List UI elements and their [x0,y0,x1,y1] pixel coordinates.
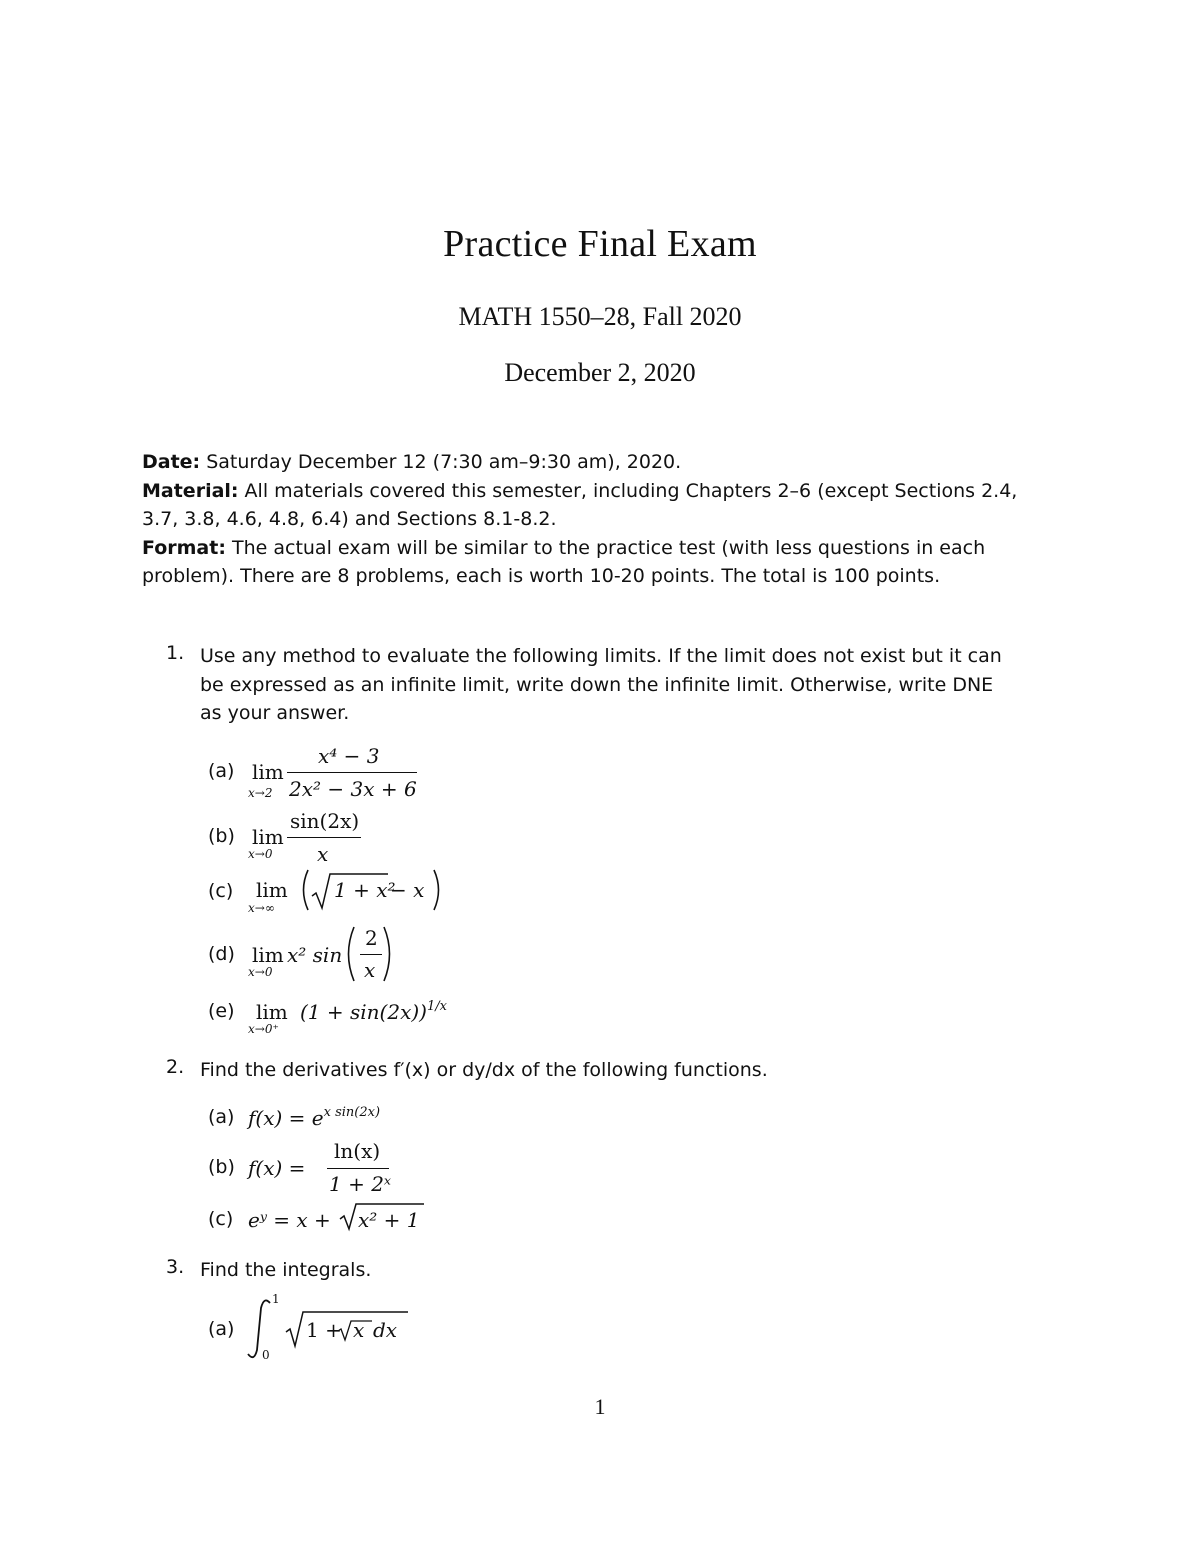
integral-lower-limit: 0 [262,1348,270,1362]
equation-prefix: eʸ = x + [248,1208,331,1232]
radicand: x² + 1 [358,1208,420,1232]
lim-subscript: x→0 [248,847,273,861]
inner-radicand: x [353,1318,365,1342]
problem-number: 3. [166,1256,185,1278]
problem-statement: Find the derivatives f′(x) or dy/dx of the following functions. [200,1059,768,1081]
info-format-cont: problem). There are 8 problems, each is worth 10-20 points. The total is 100 points. [142,565,941,587]
part-label: (c) [208,1208,234,1230]
fraction-numerator: x⁴ − 3 [318,744,380,768]
page-number: 1 [594,1394,606,1419]
problem-number: 1. [166,642,185,664]
lim-subscript: x→2 [248,786,273,800]
part-label: (a) [208,1106,235,1128]
fraction-denominator: x [364,958,376,982]
lim-operator: lim [252,943,284,967]
integral-upper-limit: 1 [272,1292,280,1306]
fraction-numerator: 2 [365,926,378,950]
differential: dx [373,1318,398,1342]
part-label: (a) [208,760,235,782]
lim-subscript: x→0 [248,965,273,979]
info-material: Material: All materials covered this semester, including Chapters 2–6 (except Sections 2.4, [142,479,1018,502]
fraction-bar [327,1168,389,1169]
radicand: 1 + x² [334,878,396,902]
part-label: (d) [208,943,235,965]
info-format: Format: The actual exam will be similar to the practice test (with less questions in each [142,536,986,559]
problem-number: 2. [166,1056,185,1078]
page-title: Practice Final Exam [443,223,757,265]
part-label: (a) [208,1318,235,1340]
lim-operator: lim [252,825,284,849]
lim-subscript: x→∞ [248,901,275,915]
radicand-part: 1 + [306,1318,342,1342]
function-expression: $f(x) = e^{x sin(2x)}$ [248,1105,381,1130]
exam-info [142,448,1060,591]
fraction-numerator: sin(2x) [290,809,360,833]
part-label: (c) [208,880,234,902]
expression-prefix: x² sin [287,943,343,967]
lim-subscript: x→0⁺ [248,1022,279,1036]
part-label: (b) [208,825,235,847]
fraction-bar [287,837,361,838]
part-label: (e) [208,1000,235,1022]
fraction-bar [360,954,382,955]
fraction-denominator: x [317,842,329,866]
expression-tail: − x [390,878,425,902]
problem-statement: Use any method to evaluate the following limits. If the limit does not exist but it can be expressed as an infinite limit, write down the infinite limit. Otherwise, write DNE as your answer. [200,645,1002,724]
lim-operator: lim [252,760,284,784]
fraction-denominator: 2x² − 3x + 6 [289,777,417,801]
course-line: MATH 1550–28, Fall 2020 [458,302,742,331]
fraction-bar [287,772,417,773]
expression-base: $(1 + \sin(2x))^{1/x}$ [300,999,447,1024]
document-date: December 2, 2020 [504,358,696,387]
lim-operator: lim [256,878,288,902]
part-label: (b) [208,1156,235,1178]
info-date: Date: Saturday December 12 (7:30 am–9:30 am), 2020. [142,451,682,473]
lim-operator: lim [256,1000,288,1024]
fraction-denominator: 1 + 2ˣ [329,1172,392,1196]
fraction-numerator: ln(x) [334,1139,381,1163]
info-material-cont: 3.7, 3.8, 4.6, 4.8, 6.4) and Sections 8.1-8.2. [142,508,557,530]
problem-statement: Find the integrals. [200,1259,372,1281]
function-prefix: f(x) = [248,1156,306,1180]
